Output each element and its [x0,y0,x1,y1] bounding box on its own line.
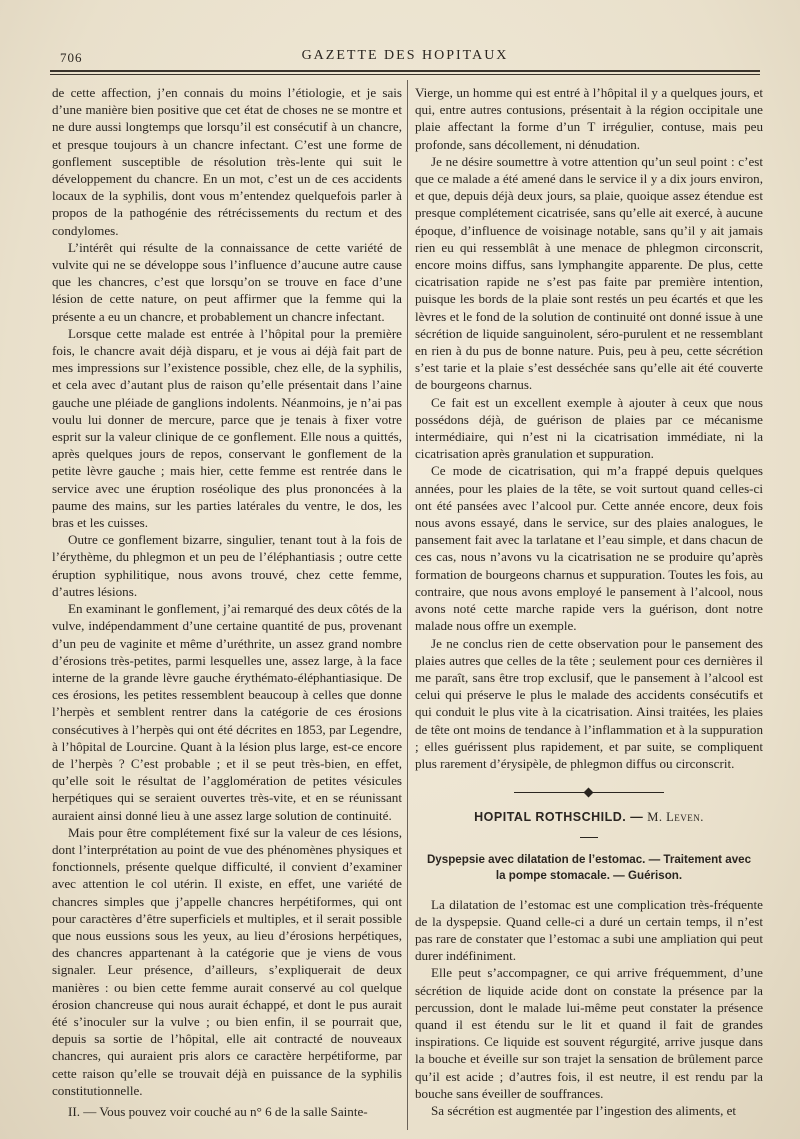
paragraph: Je ne conclus rien de cette observation pour le pansement des plaies autres que celles de la tête ; seulement pour ces dernières il me paraît, sans être trop exclusif, que le pansement à l’alcool est celui qui préserve le plus le malade des accidents consécutifs et qui conduit le plus vite à la cicatrisation. Ainsi traitées, les plaies de tête ont moins de tendance à l’inflammation et à la suppuration ; elles guérissent plus rapidement, et par suite, se compliquent plus rarement d’érysipèle, de phlegmon diffus ou circonscrit. [415,635,763,771]
short-rule [580,837,598,838]
paragraph: II. — Vous pouvez voir couché au n° 6 de la salle Sainte- [68,1103,368,1119]
section-separator [415,780,763,797]
paragraph: Outre ce gonflement bizarre, singulier, tenant tout à la fois de l’érythème, du phlegmon et un peu de l’éléphantiasis ; outre cette éruption syphilitique, nous avons trouvé, chez cette femme, d’autres lésions. [52,532,402,599]
paragraph: Elle peut s’accompagner, ce qui arrive fréquemment, d’une sécrétion de liquide acide dont on constate la présence par la percussion, dont le malade lui-même peut constater la présence quand il est étendu sur le lit et quand il fait de grandes inspirations. Ce liquide est souvent régurgité, arrive jusque dans la bouche et éveille sur son trajet la sensation de brûlement parce qu’il est acide ; d’autres fois, il est neutre, il est rendu par la bouche sans éveiller de souffrances. [415,965,763,1101]
subtitle-line-1: Dyspepsie avec dilatation de l’estomac. — Traitement avec [426,852,752,866]
article-subtitle [415,852,763,884]
paragraph: Mais pour être complétement fixé sur la valeur de ces lésions, dont l’interprétation au point de vue des phénomènes physiques et fonctionnels, présente quelque difficulté, il convient d’examiner avec attention le col utérin. Il existe, en effet, une variété de chancres simples que j’appelle chancres herpétiformes, qui ont pour caractères d’être superficiels et multiples, et il serait possible que nous eussions sous les yeux, au lieu d’érosions herpétiques, des chancres appartenant à la catégorie que je viens de vous signaler. Leur présence, d’ailleurs, s’expliquerait de deux manières : ou bien cette femme aurait conservé au col quelque érosion chancreuse qui nous aurait échappé, et dont le pus aurait été s’inoculer sur la vulve ; ou bien enfin, il se pourrait que, depuis sa sortie de l’hôpital, elle ait contracté de nouveaux chancres, qui auraient pris alors ce caractère herpétiforme, par cette raison qu’elle se trouvait déjà en puissance de la syphilis constitutionnelle. [52,824,402,1098]
right-column [415,84,763,1119]
subtitle-line-2: la pompe stomacale. — Guérison. [495,868,683,882]
section-heading [415,809,763,826]
hospital-name: HOPITAL ROTHSCHILD. — [474,810,644,825]
doctor-name: M. Leven. [647,810,704,825]
paragraph: de cette affection, j’en connais du moins l’étiologie, et je sais d’une manière bien positive que cet état de choses ne se montre et ne dure aussi longtemps que lorsqu’il est consécutif à un chancre, et presque toujours à un chancre infectant. C’est une forme de gonflement susceptible de résolution très-lente qui suit le développement du chancre. En un mot, c’est un de ces accidents locaux de la syphilis, dont vous m’entendez quelquefois parler à propos de la pathogénie des rétrécissements du rectum et des condylomes. [52,85,402,238]
paragraph: Je ne désire soumettre à votre attention qu’un seul point : c’est que ce malade a été amené dans le service il y a dix jours environ, et que, depuis déjà deux jours, sa plaie, quoique assez étendue est presque complétement cicatrisée, sans qu’elle ait exercé, à aucune époque, d’influence de voisinage notable, sans qu’il y ait jamais rien eu qui ressemblât à une menace de phlegmon circonscrit, encore moins diffus, sans lymphangite apparente. De plus, cette cicatrisation rapide ne s’est pas faite par première intention, puisque les bords de la plaie sont restés un peu écartés et que les lèvres et le fond de la solution de continuité ont donné issue à une sécrétion de liquide sanguinolent, séro-purulent et ne ressemblant en rien à du pus de bonne nature. Puis, peu à peu, cette sécrétion s’est tarie et la plaie s’est desséchée sans qu’elle ait été couverte de bourgeons charnus. [415,153,763,393]
paragraph: Vierge, un homme qui est entré à l’hôpital il y a quelques jours, et qui, entre autres contusions, présentait à la région occipitale une plaie affectant la forme d’un T irrégulier, contuse, mais peu profonde, sans décollement, ni dénudation. [415,85,763,152]
paragraph: Sa sécrétion est augmentée par l’ingestion des aliments, et [431,1102,737,1118]
page-number: 706 [60,50,83,65]
column-divider [407,80,408,1130]
paragraph: La dilatation de l’estomac est une complication très-fréquente de la dyspepsie. Quand celle-ci a duré un certain temps, il n’est pas rare de constater que l’estomac a subi une ampliation qui peut durer indéfiniment. [415,896,763,964]
paragraph: Ce fait est un excellent exemple à ajouter à ceux que nous possédons déjà, de guérison de plaies par ce mécanisme intermédiaire, qui n’est ni la cicatrisation immédiate, ni la cicatrisation après granulation et suppuration. [415,394,763,462]
journal-title: GAZETTE DES HOPITAUX [301,48,509,63]
paragraph: L’intérêt qui résulte de la connaissance de cette variété de vulvite qui ne se développe sous l’influence d’aucune autre cause que les chancres, c’est que lorsqu’on se trouve en face d’une lésion de cette nature, on peut affirmer que la femme qui la présente a eu un chancre, et probablement un chancre infectant. [52,239,402,324]
header-rule [50,70,760,75]
page-header [40,44,770,70]
left-column [52,84,402,1120]
paragraph: Ce mode de cicatrisation, qui m’a frappé depuis quelques années, pour les plaies de la tête, se voit surtout quand celles-ci ont été pansées avec l’alcool pur. Cette année encore, deux fois nous avons essayé, dans le service, sur des plaies analogues, le pansement fait avec la tarlatane et l’eau simple, et dans chacun de ces cas, nous n’avons vu la cicatrisation ne se produire qu’après formation de bourgeons charnus et suppuration. Toutes les fois, au contraire, que nous avons employé le pansement à l’alcool, nous avons noté cette marche rapide vers la guérison, dont notre malade nous offre un exemple. [415,463,763,634]
paragraph: Lorsque cette malade est entrée à l’hôpital pour la première fois, le chancre avait déjà disparu, et je vous ai déjà fait part de mes impressions sur l’existence possible, chez elle, de la syphilis, et cela avec d’autant plus de raison qu’elle présentait dans l’aine gauche une pléiade de ganglions indolents. Néanmoins, je n’ai pas voulu lui donner de mercure, parce que je tenais à fixer votre esprit sur la valeur clinique de ce gonflement. Elle nous a quittés, après quelques jours de repos, conservant le gonflement de la petite lèvre gauche ; mais hier, cette femme est rentrée dans le service avec une éruption roséolique des plus prononcées à la paume des mains, sur les parties latérales du ventre, le dos, les bras et les cuisses. [52,325,402,531]
paragraph: En examinant le gonflement, j’ai remarqué des deux côtés de la vulve, indépendamment d’une certaine quantité de pus, provenant d’un peu de vaginite et même d’uréthrite, un assez grand nombre d’érosions très-petites, parmi lesquelles une, assez large, à la face interne de la grande lèvre gauche érythémato-éléphantiasique. De ces érosions, les petites ressemblent beaucoup à celles que donne l’herpès et semblent rentrer dans la catégorie de ces érosions consécutives à l’herpès qui ont été décrites en 1853, par Legendre, à l’hôpital de Lourcine. Quant à la lésion plus large, est-ce encore de l’herpès ? C’est probable ; et il se peut très-bien, en effet, qu’elle soit le résultat de l’agglomération de petites vésicules herpétiques qui se seraient ouvertes très-vite, et en se réunissant auraient ainsi donné lieu à une assez large solution de continuité. [52,601,402,823]
